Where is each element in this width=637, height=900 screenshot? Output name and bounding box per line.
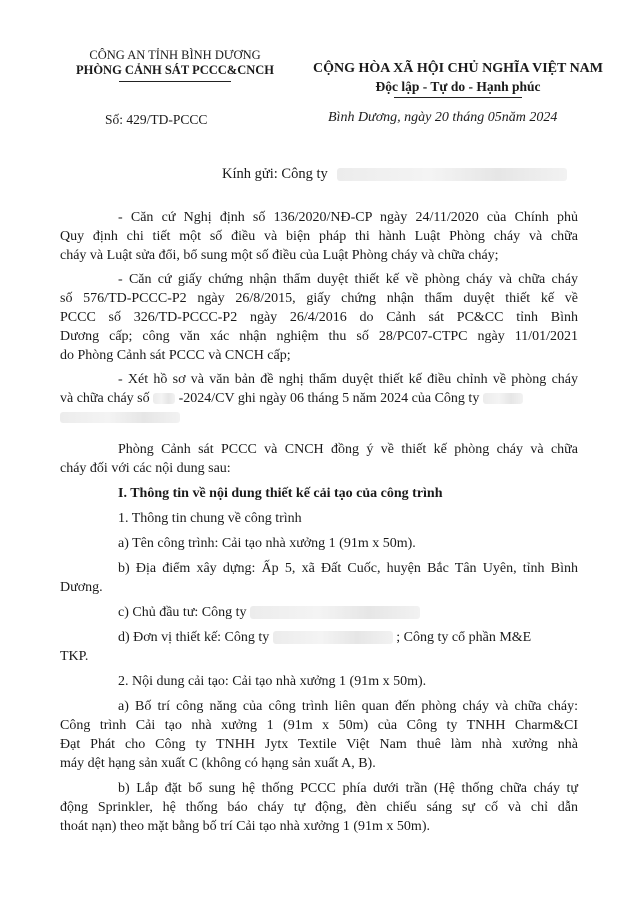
project-name-item: a) Tên công trình: Cải tạo nhà xưởng 1 (91m x 50m). — [118, 536, 416, 551]
national-title: CỘNG HÒA XÃ HỘI CHỦ NGHĨA VIỆT NAM — [312, 61, 603, 76]
subsection-heading: 1. Thông tin chung về công trình — [118, 511, 302, 526]
agency-underline — [119, 81, 231, 82]
text-line: do Phòng Cảnh sát PCCC và CNCH cấp; — [60, 348, 291, 363]
pccc-installation-item — [60, 779, 578, 836]
text-line: cháy và Luật sửa đổi, bổ sung một số điều của Luật Phòng cháy và chữa cháy; — [60, 248, 499, 263]
national-motto: Độc lập - Tự do - Hạnh phúc — [375, 79, 541, 94]
text-line: Quy định chi tiết một số điều và biện pháp thi hành Luật Phòng cháy và chữa — [60, 229, 578, 244]
document-body — [60, 208, 578, 836]
redacted-company-name — [250, 606, 420, 619]
text-line: số 576/TD-PCCC-P2 ngày 26/8/2015, giấy chứng nhận thẩm duyệt thiết kế về — [60, 291, 578, 306]
redacted-company-name — [337, 168, 567, 181]
text-line: a) Bố trí công năng của công trình liên quan đến phòng cháy và chữa cháy: — [118, 699, 578, 714]
text-fragment: d) Đơn vị thiết kế: Công ty — [118, 630, 270, 645]
paragraph-legal-basis-2 — [60, 270, 578, 365]
redacted-company-name — [273, 631, 393, 644]
parent-agency: CÔNG AN TỈNH BÌNH DƯƠNG — [89, 48, 261, 62]
issuing-agency: PHÒNG CẢNH SÁT PCCC&CNCH — [75, 63, 275, 77]
text-line — [60, 389, 578, 408]
text-line: Phòng Cảnh sát PCCC và CNCH đồng ý về thiết kế phòng cháy và chữa — [118, 442, 578, 457]
text-line: Đạt Phát cho Công ty TNHH Jytx Textile Việt Nam thuê làm nhà xưởng nhà — [60, 737, 578, 752]
renovation-content-heading: 2. Nội dung cải tạo: Cải tạo nhà xưởng 1 (91m x 50m). — [118, 674, 427, 689]
designer-item — [60, 628, 578, 666]
national-header-block — [312, 60, 604, 98]
motto-underline — [394, 97, 522, 98]
redacted-company-name — [60, 412, 180, 423]
text-fragment: -2024/CV ghi ngày 06 tháng 5 năm 2024 của Công ty — [178, 391, 480, 406]
section-heading: I. Thông tin về nội dung thiết kế cải tạo của công trình — [118, 486, 443, 501]
text-line — [118, 628, 578, 647]
text-line — [60, 408, 578, 426]
paragraph-legal-basis-1 — [60, 208, 578, 265]
text-line: động Sprinkler, hệ thống báo cháy tự động, đèn chiếu sáng sự cố và chỉ dẫn — [60, 800, 578, 815]
recipient-line — [222, 166, 567, 183]
text-line: - Căn cứ giấy chứng nhận thẩm duyệt thiết kế về phòng cháy và chữa cháy — [118, 272, 578, 287]
issuing-agency-block — [40, 48, 310, 82]
text-line: b) Lắp đặt bổ sung hệ thống PCCC phía dưới trần (Hệ thống chữa cháy tự — [118, 781, 578, 796]
text-line: máy dệt hạng sản xuất C (không có hạng sản xuất A, B). — [60, 756, 376, 771]
text-fragment: ; Công ty cổ phần M&E — [396, 630, 532, 645]
redacted-company-name — [483, 393, 523, 404]
text-line: thoát nạn) theo mặt bằng bố trí Cải tạo nhà xưởng 1 (91m x 50m). — [60, 819, 430, 834]
paragraph-review — [60, 370, 578, 426]
date-line: Bình Dương, ngày 20 tháng 05năm 2024 — [328, 110, 558, 125]
text-line: cháy đối với các nội dung sau: — [60, 461, 231, 476]
text-line: Dương. — [60, 580, 103, 595]
redacted-number — [153, 393, 175, 404]
text-fragment: c) Chủ đầu tư: Công ty — [118, 605, 247, 620]
project-location-item — [60, 559, 578, 597]
text-line: Công trình Cải tạo nhà xưởng 1 (91m x 50m) của Công ty TNHH Charm&CI — [60, 718, 578, 733]
recipient-prefix: Kính gửi: Công ty — [222, 166, 328, 182]
text-line: - Căn cứ Nghị định số 136/2020/NĐ-CP ngày 24/11/2020 của Chính phủ — [118, 210, 578, 225]
text-line: b) Địa điểm xây dựng: Ấp 5, xã Đất Cuốc, huyện Bắc Tân Uyên, tỉnh Bình — [118, 561, 578, 576]
paragraph-approval — [60, 440, 578, 478]
text-line: TKP. — [60, 649, 89, 664]
function-layout-item — [60, 697, 578, 773]
text-line: Dương cấp; công văn xác nhận nghiệm thu số 28/PC07-CTPC ngày 11/01/2021 — [60, 329, 578, 344]
document-number: Số: 429/TD-PCCC — [105, 112, 208, 127]
text-line: PCCC số 326/TD-PCCC-P2 ngày 26/4/2016 do Cảnh sát PC&CC tỉnh Bình — [60, 310, 578, 325]
text-line: - Xét hồ sơ và văn bản đề nghị thẩm duyệt thiết kế điều chỉnh về phòng cháy — [118, 372, 578, 387]
investor-item — [118, 603, 578, 622]
text-fragment: và chữa cháy số — [60, 391, 150, 406]
